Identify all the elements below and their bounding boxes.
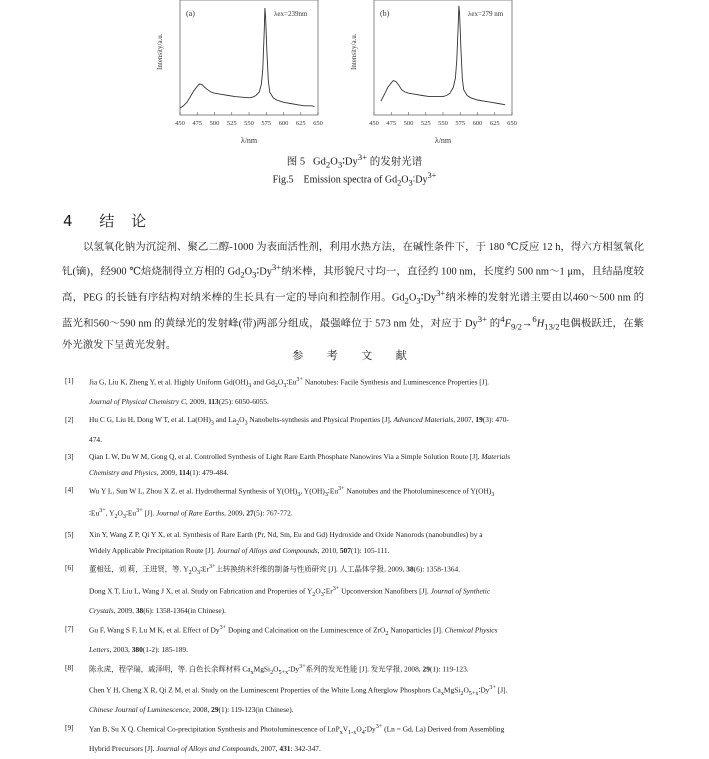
x-tick-label: 475 [192,120,203,127]
x-tick-label: 650 [313,120,323,127]
x-tick-label: 450 [175,120,185,127]
x-tick-label: 500 [403,120,414,127]
x-tick-label: 575 [455,120,466,127]
reference-line: Xin Y, Wang Z P, Qi Y X, et al. Synthesis of Rare Earth (Pr, Nd, Sm, Eu and Gd) Hydroxide and Oxide Nanorods (nanobundles) by a [89,530,483,540]
reference-line: 474. [89,434,102,444]
reference-item [65,560,645,618]
reference-list [65,373,645,759]
reference-line: Qian L W, Du W M, Gong Q, et al. Controlled Synthesis of Light Rare Earth Phosphate Nanowires Via a Simple Solution Route [J]. Materials [89,452,511,462]
reference-line: 董相廷，刘 莉，王进贤，等. $Y_2O_3∶Er^{3+}$上转换纳米纤维的制备与性质研究 [J]. 人工晶体学报, 2009, 38(6): 1358-1364. [89,564,461,577]
figure-caption-cn: 图 5 $Gd_2O_3∶Dy^{3+}$ 的发射光谱 [286,152,423,170]
reference-line: $∶Eu^{3+}$, $Y_2O_3∶Eu^{3+}$ [J]. Journal of Rare Earths, 2009, 27(5): 767-772. [89,507,293,520]
reference-number: [9] [65,722,74,732]
reference-item [65,412,645,447]
reference-line: Yan B, Su X Q. Chemical Co-precipitation Synthesis and Photoluminescence of $LnP_xV_{1-x}O_4∶Dy^{3+}$ (Ln = Gd, La) Derived from Assembling [89,723,505,736]
x-tick-label: 550 [438,120,448,127]
y-axis-label: Intensity/a.u. [156,33,164,70]
reference-line: Widely Applicable Precipitation Route [J]. Journal of Alloys and Compounds, 2010, 507(1): 105-111. [89,545,390,555]
reference-line: Hybrid Precursors [J]. Journal of Alloys and Compounds, 2007, 431: 342-347. [89,744,321,754]
x-ticks [175,112,323,127]
reference-line: Gu F, Wang S F, Lu M K, et al. Effect of $Dy^{3+}$ Doping and Calcination on the Luminescence of ZrO$_2$ Nanoparticles [J]. Chemical Physics [89,624,498,637]
panel-label: (a) [186,9,195,18]
figure-panel-a [148,0,328,148]
x-tick-label: 475 [386,120,397,127]
section-number: 4 [63,212,79,230]
conclusion-paragraph: 以氢氧化钠为沉淀剂、聚乙二醇-1000 为表面活性剂，利用水热方法，在碱性条件下，于 180 ℃反应 12 h，得六方相氢氧化钆(镝)，经900 ℃焙烧制得立方相的 $Gd_2O_3∶Dy^{3+}$纳米棒，其形貌尺寸均一，直径约 100 nm，长度约 500 nm～1 μm，且结晶度较高，PEG 的长链有序结构对纳米棒的生长具有一定的导向和控制作用。$Gd_2O_3∶Dy^{3+}$纳米棒的发射光谱主要由以460～500 nm 的蓝光和560～590 nm 的黄绿光的发射峰(带)两部分组成，最强峰位于 573 nm 处，对应于 $Dy^{3+}$ 的$^4F_{9/2}\to^6H_{13/2}$电偶极跃迁，在紫外光激发下呈黄光发射。 [62,242,645,351]
x-tick-label: 625 [295,120,306,127]
x-tick-label: 625 [489,120,500,127]
emission-chart-b [342,0,522,148]
figure-panel-b [342,0,522,148]
excitation-annotation: λex=239nm [274,10,308,18]
x-tick-label: 550 [244,120,254,127]
section-title: 结 论 [99,212,153,230]
reference-item [65,720,645,757]
reference-line: 陈永虎，程学瑞，戚泽明，等. 白色长余辉材料 $Ca_xMgSi_2O_{5+x}∶Dy^{3+}$系列的发光性能 [J]. 发光学报, 2008, 29(1): 119-123. [89,663,469,676]
reference-line: Chen Y H, Cheng X R, Qi Z M, et al. Study on the Luminescent Properties of the White Long Afterglow Phosphors $Ca_xMgSi_2O_{5+x}∶Dy^{3+}$ [J]. [89,685,508,697]
reference-item [65,660,645,718]
reference-line: Journal of Physical Chemistry C, 2009, 113(25): 6050-6055. [89,397,269,407]
reference-item [65,482,645,525]
reference-number: [1] [65,376,74,385]
reference-item [65,449,645,480]
emission-curve [381,6,505,105]
reference-line: Hu C G, Liu H, Dong W T, et al. $La(OH)_3$ and $La_2O_3$ Nanobelts-synthesis and Physical Properties [J]. Advanced Materials, 2007, 19(3): 470- [89,414,509,427]
x-tick-label: 525 [420,120,431,127]
section-heading [63,210,152,231]
reference-line: Wu Y L, Sun W L, Zhou X Z, et al. Hydrothermal Synthesis of $Y(OH)_3$, $Y(OH)_3∶Eu^{3+}$ Nanotubes and the Photoluminescence of $Y(OH)_3$ [89,486,495,499]
excitation-annotation: λex=279 nm [468,10,504,18]
reference-number: [8] [65,662,74,672]
reference-line: Chemistry and Physics, 2009, 114(1): 479-484. [89,467,229,477]
emission-curve [180,8,315,108]
x-tick-label: 600 [472,120,483,127]
reference-line: Dong X T, Liu L, Wang J X, et al. Study on Fabrication and Properties of $Y_2O_3∶Er^{3+}$ Upconversion Nanofibers [J]. Journal of Synthetic [89,585,491,598]
x-tick-label: 575 [261,120,272,127]
reference-item [65,621,645,658]
x-tick-label: 450 [369,120,379,127]
x-axis-label: λ/nm [434,136,452,145]
emission-chart-a [148,0,328,148]
x-ticks [369,112,517,127]
x-tick-label: 525 [226,120,237,127]
references-heading: 参 考 文 献 [292,349,417,362]
y-axis-label: Intensity/a.u. [350,33,358,70]
reference-number: [6] [65,563,74,573]
x-tick-label: 600 [278,120,289,127]
reference-line: Crystals, 2009, 38(6): 1358-1364(in Chinese). [89,606,226,616]
reference-number: [2] [65,414,74,424]
panel-label: (b) [380,9,390,18]
reference-item [65,373,645,410]
x-tick-label: 650 [507,120,517,127]
reference-number: [5] [65,530,74,540]
reference-item [65,527,645,558]
x-axis-label: λ/nm [240,136,258,145]
reference-number: [3] [65,452,74,462]
reference-line: Chinese Journal of Luminescence, 2008, 29(1): 119-123(in Chinese). [89,705,294,715]
x-tick-label: 500 [209,120,220,127]
reference-number: [4] [65,485,74,495]
reference-line: Jia G, Liu K, Zheng Y, et al. Highly Uniform $Gd(OH)_3$ and $Gd_2O_3∶Eu^{3+}$ Nanotubes: Facile Synthesis and Luminescence Properties [J]. [89,377,489,389]
figure-caption-en: Fig.5 Emission spectra of $Gd_2O_3∶Dy^{3+}$ [272,171,437,188]
reference-number: [7] [65,623,74,633]
reference-line: Letters, 2003, 380(1-2): 185-189. [89,645,188,655]
